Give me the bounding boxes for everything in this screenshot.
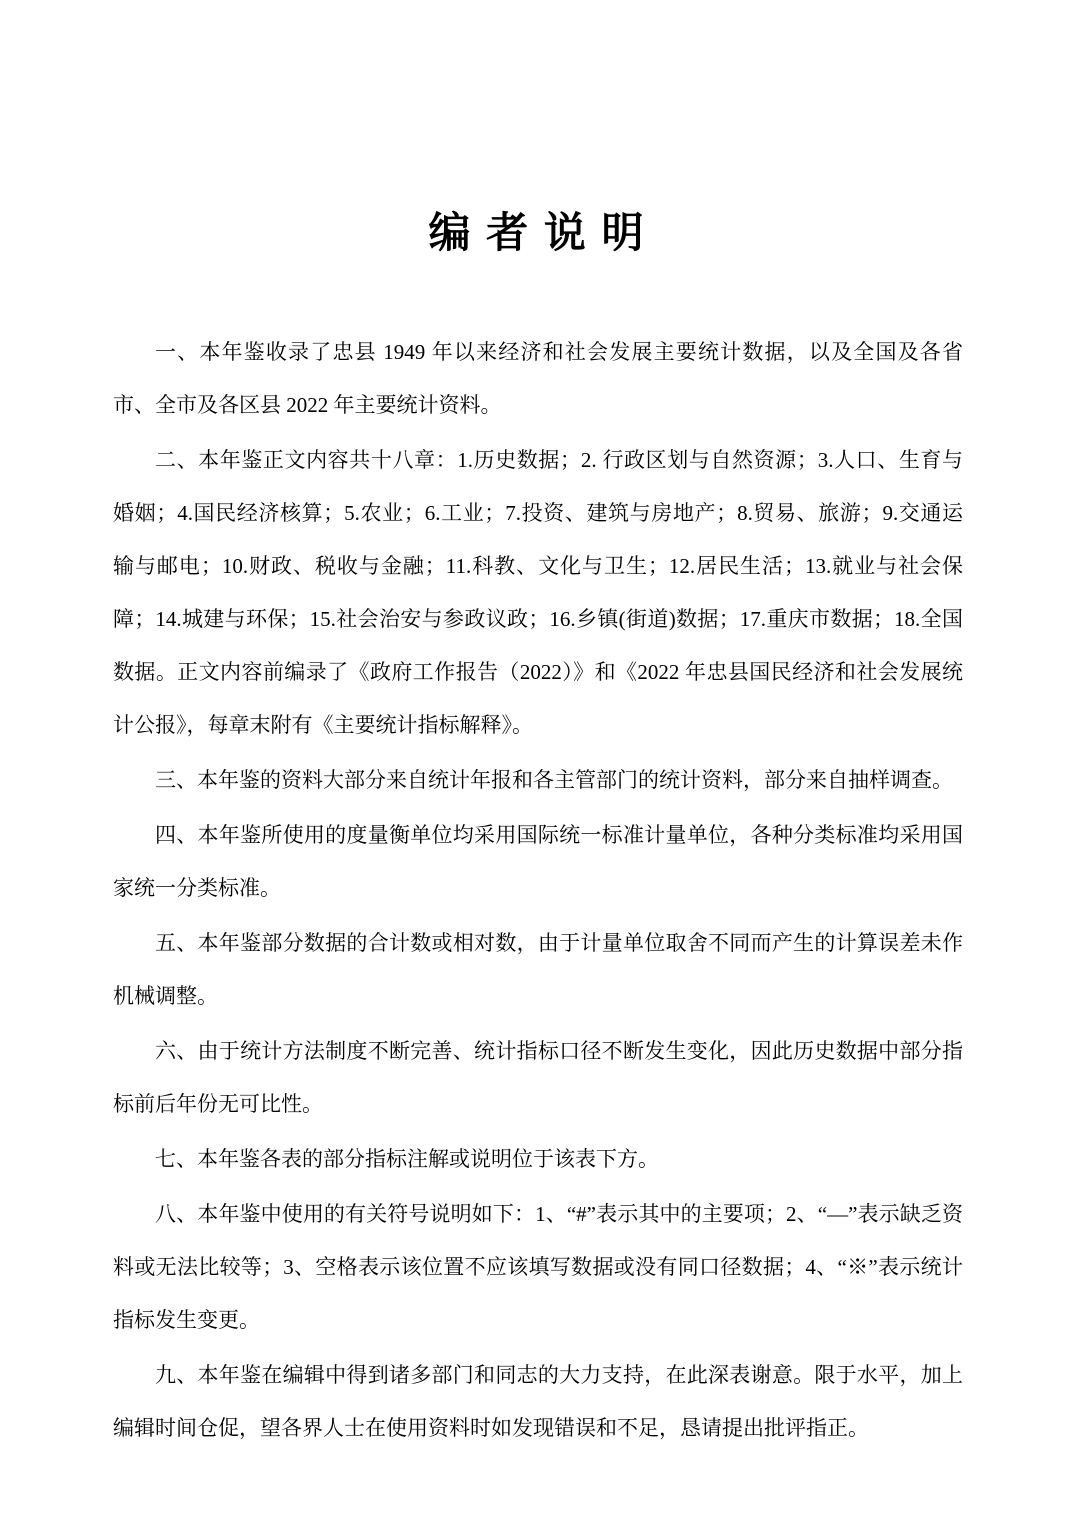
paragraph-2: 二、本年鉴正文内容共十八章：1.历史数据；2. 行政区划与自然资源；3.人口、生育与婚姻；4.国民经济核算；5.农业；6.工业；7.投资、建筑与房地产；8.贸易、旅游；9.交通运输与邮电；10.财政、税收与金融；11.科教、文化与卫生；12.居民生活；13.就业与社会保障；14.城建与环保；15.社会治安与参政议政；16.乡镇(街道)数据；17.重庆市数据；18.全国数据。正文内容前编录了《政府工作报告（2022）》和《2022 年忠县国民经济和社会发展统计公报》，每章末附有《主要统计指标解释》。 <box>113 448 963 737</box>
paragraph-9: 九、本年鉴在编辑中得到诸多部门和同志的大力支持，在此深表谢意。限于水平，加上编辑时间仓促，望各界人士在使用资料时如发现错误和不足，恳请提出批评指正。 <box>113 1363 963 1440</box>
paragraph-8: 八、本年鉴中使用的有关符号说明如下：1、“#”表示其中的主要项；2、“—”表示缺乏资料或无法比较等；3、空格表示该位置不应该填写数据或没有同口径数据；4、“※”表示统计指标发生变更。 <box>113 1202 963 1332</box>
paragraph-1: 一、本年鉴收录了忠县 1949 年以来经济和社会发展主要统计数据，以及全国及各省市、全市及各区县 2022 年主要统计资料。 <box>113 340 963 417</box>
paragraph-7: 七、本年鉴各表的部分指标注解或说明位于该表下方。 <box>155 1147 659 1171</box>
paragraph-6: 六、由于统计方法制度不断完善、统计指标口径不断发生变化，因此历史数据中部分指标前后年份无可比性。 <box>113 1039 963 1116</box>
paragraph-3: 三、本年鉴的资料大部分来自统计年报和各主管部门的统计资料，部分来自抽样调查。 <box>155 768 953 792</box>
paragraph-5: 五、本年鉴部分数据的合计数或相对数，由于计量单位取舍不同而产生的计算误差未作机械调整。 <box>113 931 963 1008</box>
page-title: 编 者 说 明 <box>428 209 646 256</box>
paragraph-4: 四、本年鉴所使用的度量衡单位均采用国际统一标准计量单位，各种分类标准均采用国家统一分类标准。 <box>113 823 963 900</box>
body-text <box>113 326 963 1455</box>
